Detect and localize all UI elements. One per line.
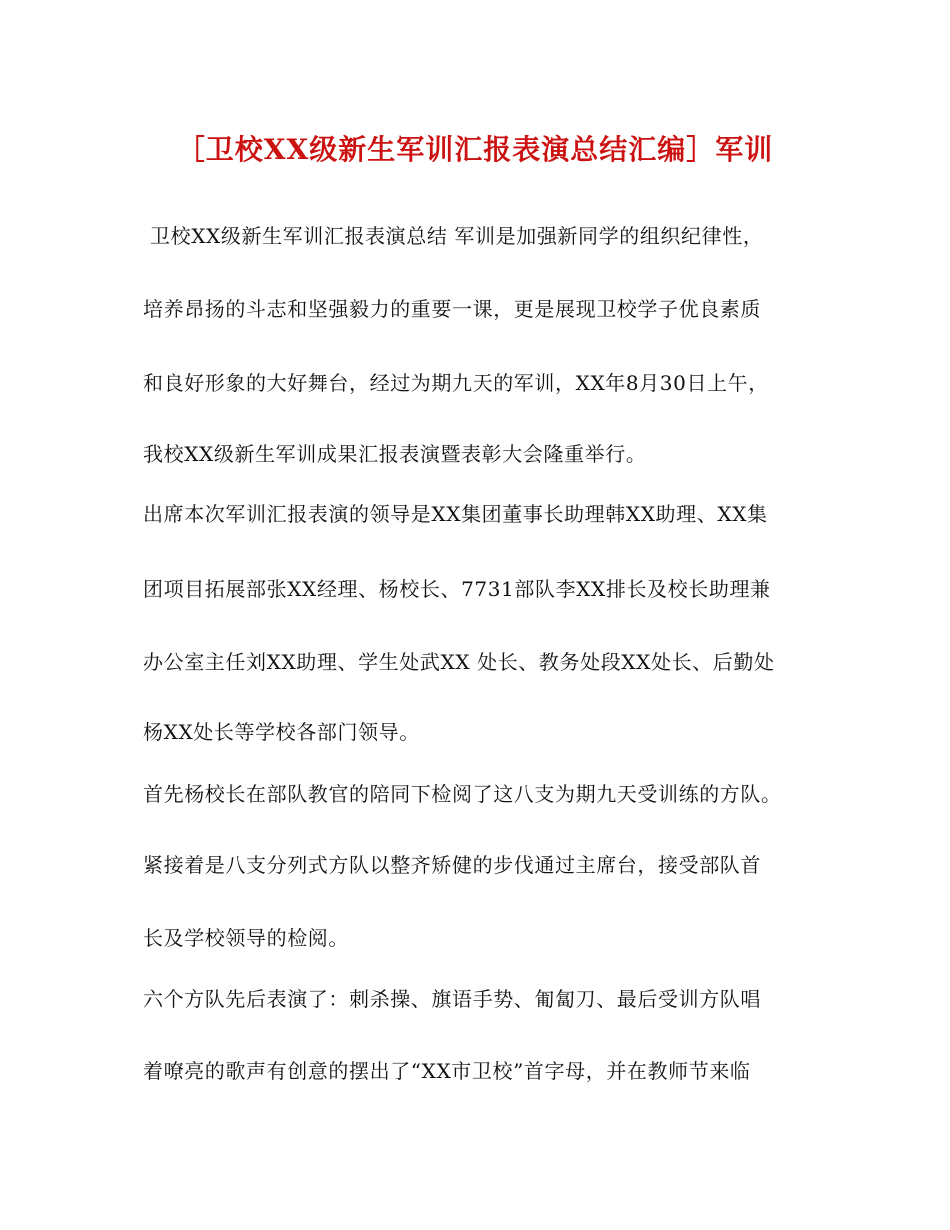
paragraph-line-8: 杨XX处长等学校各部门领导。 [143,720,420,744]
paragraph-line-3: 和良好形象的大好舞台，经过为期九天的军训，XX年8月30日上午， [143,371,769,395]
paragraph-line-10: 紧接着是八支分列式方队以整齐矫健的步伐通过主席台，接受部队首 [143,853,761,877]
paragraph-line-12: 六个方队先后表演了：刺杀操、旗语手势、匍匐刀、最后受训方队唱 [143,987,761,1011]
document-title: ［卫校XX级新生军训汇报表演总结汇编］军训 [176,133,774,166]
paragraph-line-1: 卫校XX级新生军训汇报表演总结 军训是加强新同学的组织纪律性， [150,224,764,248]
paragraph-line-6: 团项目拓展部张XX经理、杨校长、7731部队李XX排长及校长助理兼 [143,577,771,601]
paragraph-line-5: 出席本次军训汇报表演的领导是XX集团董事长助理韩XX助理、XX集 [143,502,768,526]
paragraph-line-7: 办公室主任刘XX助理、学生处武XX 处长、教务处段XX处长、后勤处 [143,650,775,674]
paragraph-line-11: 长及学校领导的检阅。 [143,926,349,950]
paragraph-line-4: 我校XX级新生军训成果汇报表演暨表彰大会隆重举行。 [143,442,647,466]
paragraph-line-2: 培养昂扬的斗志和坚强毅力的重要一课，更是展现卫校学子优良素质 [143,297,761,321]
paragraph-line-13: 着嘹亮的歌声有创意的摆出了“XX市卫校”首字母，并在教师节来临 [143,1059,751,1083]
paragraph-line-9: 首先杨校长在部队教官的陪同下检阅了这八支为期九天受训练的方队。 [143,782,782,806]
